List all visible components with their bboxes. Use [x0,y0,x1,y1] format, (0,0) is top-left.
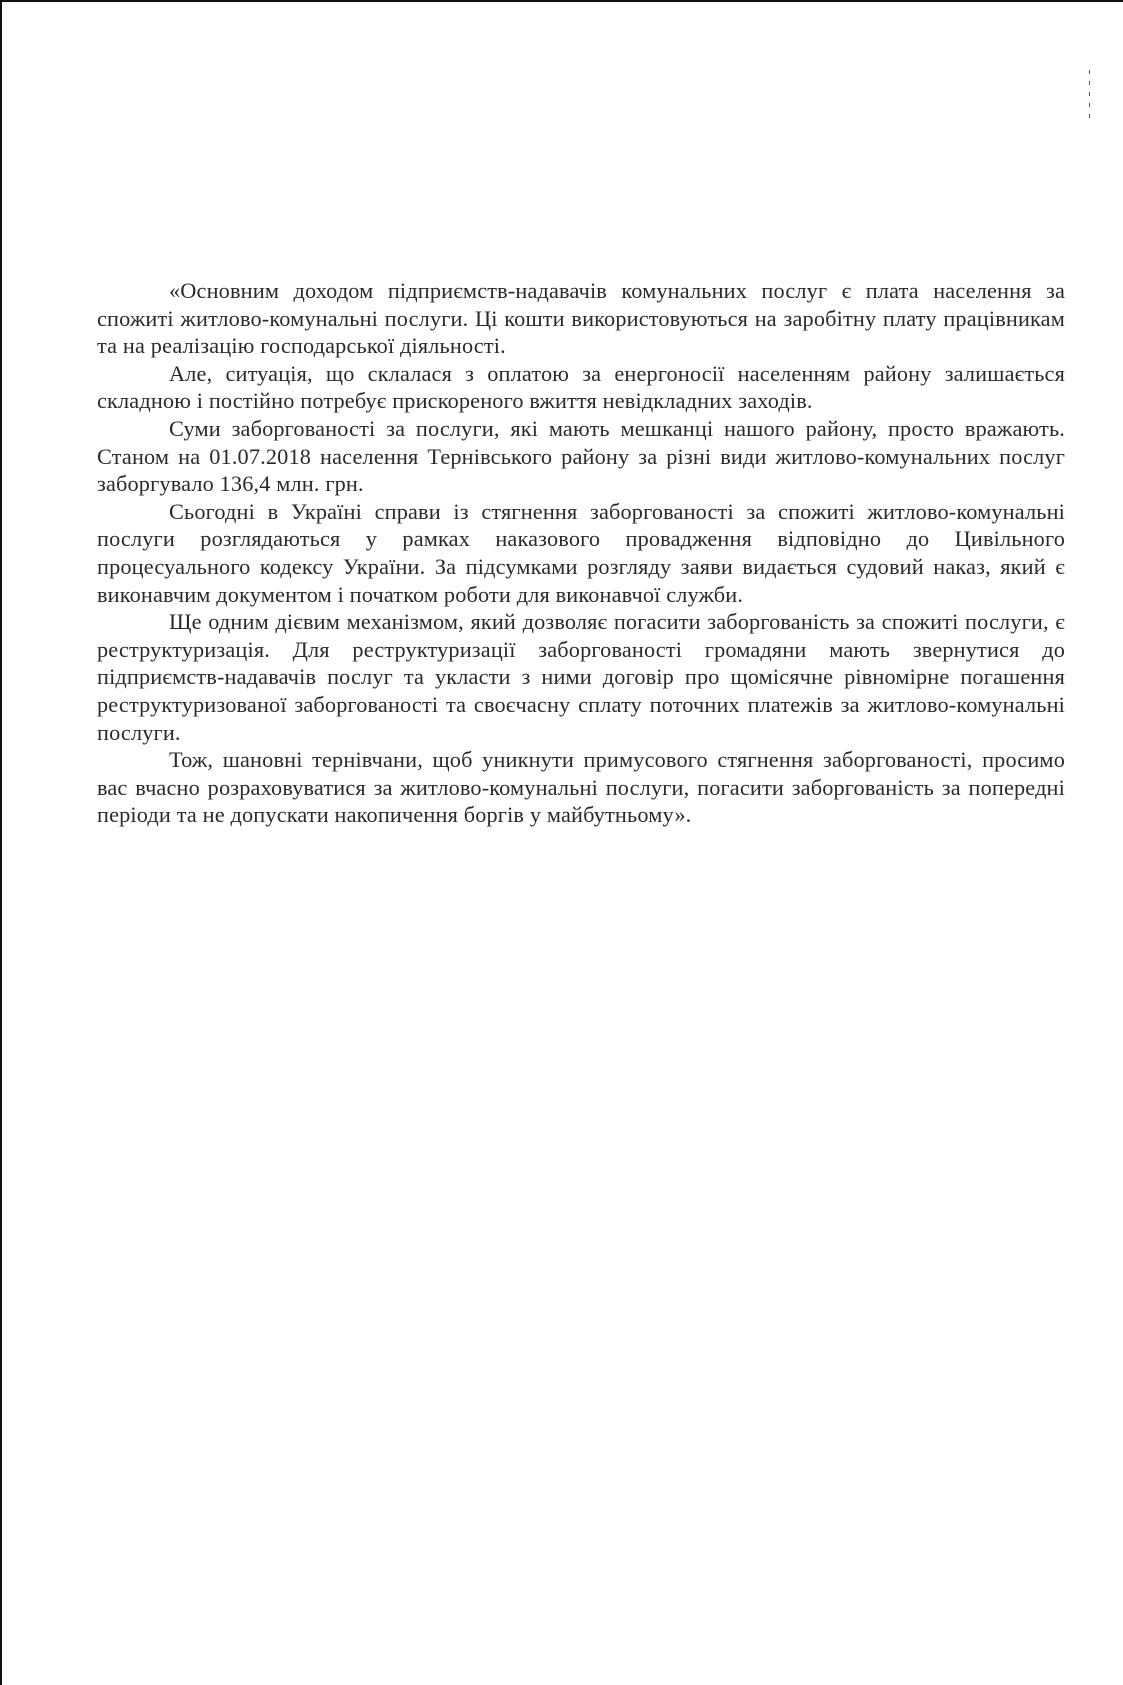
paragraph-debt-amount: Суми заборгованості за послуги, які мають мешканці нашого району, просто вражають. Станом на 01.07.2018 населення Тернівського району за різні види житлово-комунальних послуг заборгувало 136,4 млн. грн. [97,415,1065,497]
paragraph-appeal: Тож, шановні тернівчани, щоб уникнути примусового стягнення заборгованості, просимо вас вчасно розраховуватися за житлово-комунальні послуги, погасити заборгованість за попередні періоди та не допускати накопичення боргів у майбутньому». [97,747,1065,828]
paragraph-situation: Але, ситуація, що склалася з оплатою за енергоносії населенням району залишається складною і постійно потребує прискореного вжиття невідкладних заходів. [97,360,1065,414]
paragraph-income: «Основним доходом підприємств-надавачів комунальних послуг є плата населення за спожиті житлово-комунальні послуги. Ці кошти використовуються на заробітну плату працівникам та на реалізацію господарської діяльності. [97,278,1065,359]
scan-border-top [0,0,1123,2]
scan-artifact-mark [1089,70,1090,125]
scan-border-left [0,0,2,1685]
document-body [97,277,1065,829]
paragraph-court-procedure: Сьогодні в Україні справи із стягнення заборгованості за спожиті житлово-комунальні послуги розглядаються у рамках наказового провадження відповідно до Цивільного процесуального кодексу України. За підсумками розгляду заяви видається судовий наказ, який є виконавчим документом і початком роботи для виконавчої служби. [97,498,1065,607]
paragraph-restructuring: Ще одним дієвим механізмом, який дозволяє погасити заборгованість за спожиті послуги, є реструктуризація. Для реструктуризації заборгованості громадяни мають звернутися до підприємств-надавачів послуг та укласти з ними договір про щомісячне рівномірне погашення реструктуризованої заборгованості та своєчасну сплату поточних платежів за житлово-комунальні послуги. [97,609,1065,745]
